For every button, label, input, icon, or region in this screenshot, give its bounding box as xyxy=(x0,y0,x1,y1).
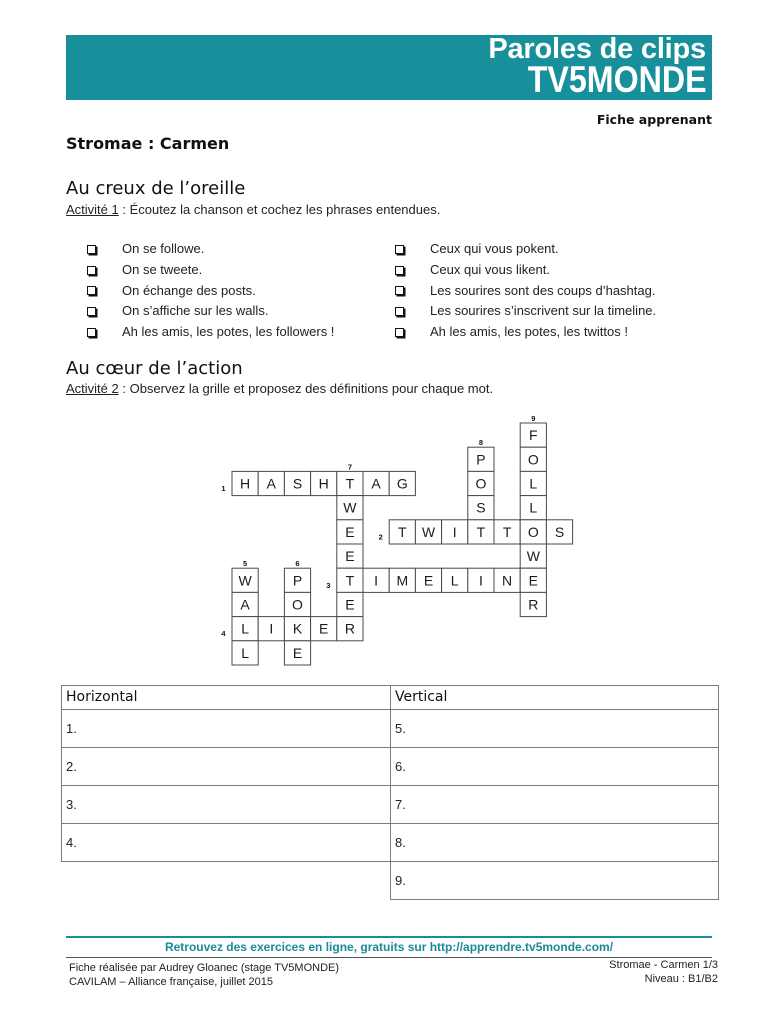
crossword-letter: P xyxy=(292,572,303,589)
crossword-letter: O xyxy=(527,523,539,540)
crossword-letter: E xyxy=(423,572,434,589)
crossword-letter: W xyxy=(238,572,252,589)
check-item-text: Les sourires s’inscrivent sur la timeline. xyxy=(430,303,657,319)
crossword-letter: T xyxy=(398,523,407,540)
crossword-letter: A xyxy=(266,475,276,492)
definition-cell-vertical: 5. xyxy=(390,709,719,748)
crossword-letter: L xyxy=(529,499,538,516)
crossword-letter: S xyxy=(554,523,565,540)
clue-number: 7 xyxy=(347,462,352,472)
clue-number: 9 xyxy=(531,414,536,423)
crossword-letter: W xyxy=(421,523,436,540)
activity-2-instruction xyxy=(66,381,493,397)
check-item-text: Ceux qui vous likent. xyxy=(430,262,550,278)
crossword-grid xyxy=(200,405,590,675)
crossword-letter: I xyxy=(269,620,274,637)
check-item-text: Ceux qui vous pokent. xyxy=(430,241,559,257)
crossword-letter: L xyxy=(450,572,459,589)
crossword-letter: R xyxy=(528,596,539,613)
footer-page-info: Stromae - Carmen 1/3 xyxy=(609,959,718,971)
header-banner xyxy=(66,35,712,100)
crossword-letter: P xyxy=(476,451,486,468)
crossword-letter: F xyxy=(529,427,538,444)
section-heading-listen: Au creux de l’oreille xyxy=(66,178,246,199)
crossword-letter: I xyxy=(478,572,483,589)
crossword-letter: I xyxy=(452,523,457,540)
crossword-letter: L xyxy=(241,620,249,637)
crossword-letter: W xyxy=(526,548,540,565)
checkbox xyxy=(395,307,404,316)
crossword-letter: G xyxy=(396,475,408,492)
check-item xyxy=(87,280,334,301)
checkbox xyxy=(87,245,96,254)
crossword-letter: K xyxy=(292,620,303,637)
check-item xyxy=(87,260,334,281)
crossword-letter: E xyxy=(292,644,303,661)
crossword-letter: T xyxy=(345,475,355,492)
footer-level: Niveau : B1/B2 xyxy=(644,973,718,985)
check-item xyxy=(87,239,334,260)
crossword-letter: H xyxy=(318,475,329,492)
footer-credit-line1: Fiche réalisée par Audrey Gloanec (stage TV5MONDE) xyxy=(69,962,340,974)
check-item xyxy=(87,322,334,343)
check-item xyxy=(87,301,334,322)
crossword-letter: T xyxy=(502,523,512,540)
crossword-letter: W xyxy=(343,499,357,516)
checkbox xyxy=(395,266,404,275)
crossword-letter: N xyxy=(502,572,513,589)
crossword-letter: A xyxy=(371,475,381,492)
activity-1-label: Activité 1 xyxy=(66,202,119,217)
checkbox xyxy=(87,307,96,316)
crossword-letter: E xyxy=(528,572,538,589)
crossword-letter: O xyxy=(527,451,539,468)
check-item xyxy=(395,301,656,322)
page-title: Stromae : Carmen xyxy=(66,134,230,153)
definition-cell-horizontal: 2. xyxy=(61,747,391,786)
checkbox xyxy=(395,328,404,337)
activity-2-text: : Observez la grille et proposez des définitions pour chaque mot. xyxy=(118,381,494,396)
check-item-text: On se followe. xyxy=(122,241,205,257)
checkbox xyxy=(87,266,96,275)
crossword-letter: O xyxy=(292,596,303,613)
tv5monde-logo: TV5MONDE xyxy=(528,59,707,100)
crossword-letter: T xyxy=(476,523,486,540)
activity-1-text: : Écoutez la chanson et cochez les phrases entendues. xyxy=(118,202,441,217)
definition-cell-horizontal: 4. xyxy=(61,823,391,862)
footer-divider xyxy=(66,936,712,938)
definition-cell-vertical: 7. xyxy=(390,785,719,824)
definition-cell-horizontal: 1. xyxy=(61,709,391,748)
check-item-text: On se tweete. xyxy=(122,262,203,278)
checkbox xyxy=(395,245,404,254)
activity-2-label: Activité 2 xyxy=(66,381,119,396)
crossword-letter: R xyxy=(344,620,355,637)
crossword-letter: L xyxy=(529,475,538,492)
checkbox xyxy=(87,286,96,295)
check-item xyxy=(395,260,656,281)
crossword-letter: L xyxy=(241,644,249,661)
clue-number: 8 xyxy=(478,438,483,448)
check-item xyxy=(395,322,656,343)
section-heading-action: Au cœur de l’action xyxy=(66,358,243,379)
footer-credit-line2: CAVILAM – Alliance française, juillet 2015 xyxy=(69,976,274,988)
definition-cell-vertical: 8. xyxy=(390,823,719,862)
definition-cell-horizontal: 3. xyxy=(61,785,391,824)
checkbox xyxy=(87,328,96,337)
check-item xyxy=(395,280,656,301)
crossword-letter: E xyxy=(345,548,355,565)
clue-number: 2 xyxy=(378,532,383,542)
crossword-letter: E xyxy=(345,596,355,613)
table-header-horizontal: Horizontal xyxy=(61,685,391,710)
definition-cell-vertical: 6. xyxy=(390,747,719,786)
check-item-text: Ah les amis, les potes, les twittos ! xyxy=(430,324,628,340)
activity-1-instruction xyxy=(66,202,440,218)
crossword-letter: S xyxy=(476,499,486,516)
definition-cell-vertical: 9. xyxy=(390,861,719,900)
clue-number: 4 xyxy=(221,629,226,639)
clue-number: 6 xyxy=(295,559,300,569)
clue-number: 1 xyxy=(221,484,226,493)
crossword-letter: E xyxy=(345,523,355,540)
table-header-vertical: Vertical xyxy=(390,685,719,710)
crossword-letter: H xyxy=(240,475,251,492)
checkbox xyxy=(395,286,404,295)
check-item-text: Les sourires sont des coups d’hashtag. xyxy=(430,282,656,298)
crossword-letter: E xyxy=(319,620,329,637)
checklist-right xyxy=(395,239,656,342)
footer-link-text: Retrouvez des exercices en ligne, gratuits sur http://apprendre.tv5monde.com/ xyxy=(164,940,614,954)
check-item-text: On s’affiche sur les walls. xyxy=(122,303,269,319)
checklist-left xyxy=(87,239,334,342)
check-item-text: Ah les amis, les potes, les followers ! xyxy=(122,324,335,340)
crossword-letter: S xyxy=(292,475,303,492)
definitions-table xyxy=(61,685,719,900)
sheet-type-label: Fiche apprenant xyxy=(596,112,712,127)
check-item xyxy=(395,239,656,260)
crossword-letter: I xyxy=(374,572,379,589)
crossword-letter: T xyxy=(345,572,355,589)
crossword-letter: A xyxy=(240,596,250,613)
crossword-letter: M xyxy=(396,572,409,589)
clue-number: 3 xyxy=(326,580,331,590)
check-item-text: On échange des posts. xyxy=(122,282,256,298)
clue-number: 5 xyxy=(243,559,248,569)
header-title: Paroles de clips xyxy=(488,33,706,65)
crossword-letter: O xyxy=(475,475,487,492)
